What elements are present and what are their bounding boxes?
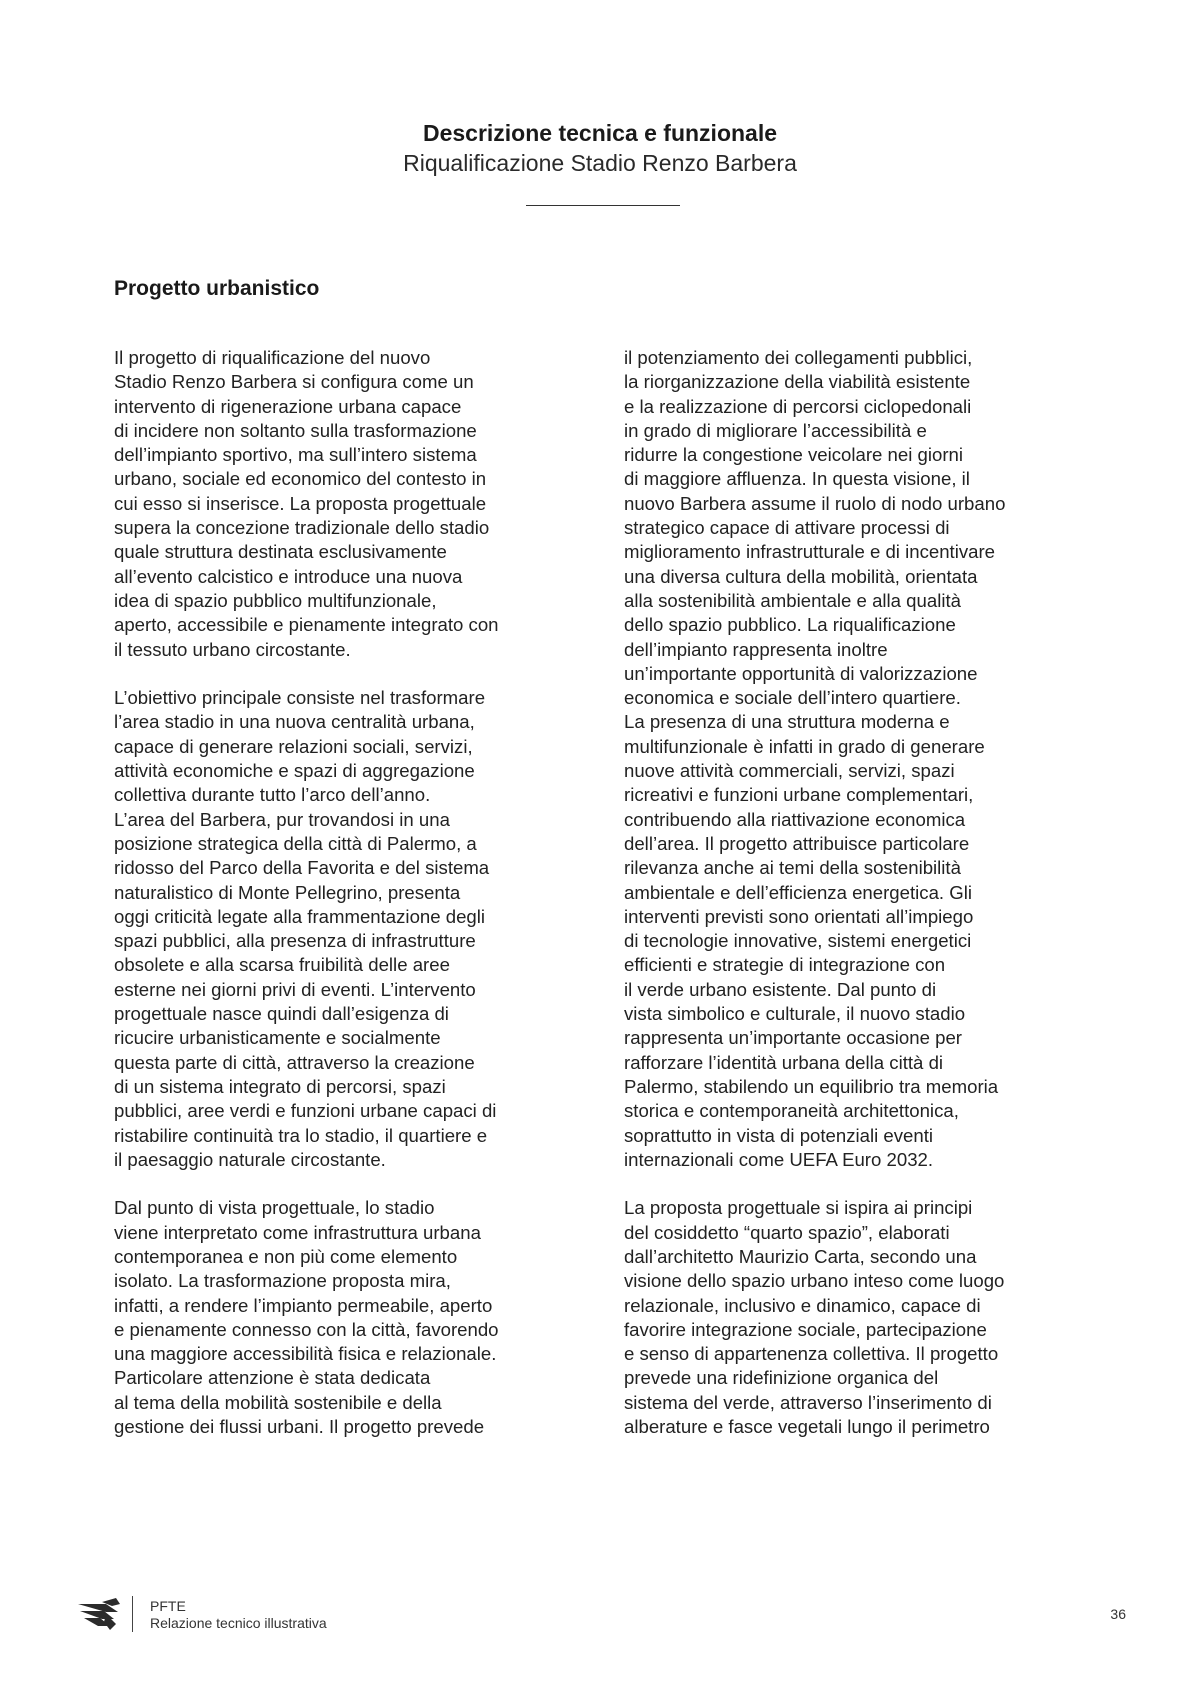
text-line: al tema della mobilità sostenibile e della xyxy=(114,1391,442,1413)
footer-doc-info xyxy=(150,1598,327,1632)
paragraph xyxy=(114,1196,594,1439)
header-divider xyxy=(526,205,680,206)
text-line: soprattutto in vista di potenziali eventi xyxy=(624,1124,934,1146)
section-heading: Progetto urbanistico xyxy=(114,277,320,300)
text-line: il tessuto urbano circostante. xyxy=(114,638,351,660)
text-line: Il progetto di riqualificazione del nuovo xyxy=(114,347,431,368)
text-line: all’evento calcistico e introduce una nuova xyxy=(114,565,463,587)
text-line: Palermo, stabilendo un equilibrio tra memoria xyxy=(624,1075,999,1097)
text-line: L’area del Barbera, pur trovandosi in una xyxy=(114,808,450,830)
text-line: La presenza di una struttura moderna e xyxy=(624,711,950,733)
text-line: esterne nei giorni privi di eventi. L’intervento xyxy=(114,978,476,1000)
text-line: di tecnologie innovative, sistemi energetici xyxy=(624,930,972,952)
text-line: favorire integrazione sociale, partecipazione xyxy=(624,1318,987,1340)
text-line: ridosso del Parco della Favorita e del sistema xyxy=(114,857,490,879)
text-line: miglioramento infrastrutturale e di incentivare xyxy=(624,541,996,563)
text-line: interventi previsti sono orientati all’impiego xyxy=(624,905,974,927)
text-line: infatti, a rendere l’impianto permeabile, aperto xyxy=(114,1294,493,1316)
text-line: contribuendo alla riattivazione economica xyxy=(624,808,966,830)
text-line: urbano, sociale ed economico del contesto in xyxy=(114,468,487,490)
text-line: viene interpretato come infrastruttura urbana xyxy=(114,1221,481,1243)
text-line: idea di spazio pubblico multifunzionale, xyxy=(114,589,437,611)
text-line: la riorganizzazione della viabilità esistente xyxy=(624,371,971,393)
text-line: rafforzare l’identità urbana della città di xyxy=(624,1051,944,1073)
footer-doc-code: PFTE xyxy=(150,1598,186,1614)
document-subtitle: Riqualificazione Stadio Renzo Barbera xyxy=(403,150,797,176)
eagle-logo-icon xyxy=(76,1594,120,1632)
text-line: in grado di migliorare l’accessibilità e xyxy=(624,419,927,441)
text-line: isolato. La trasformazione proposta mira, xyxy=(114,1270,451,1292)
text-line: il verde urbano esistente. Dal punto di xyxy=(624,978,937,1000)
text-line: relazionale, inclusivo e dinamico, capace di xyxy=(624,1294,981,1316)
text-line: contemporanea e non più come elemento xyxy=(114,1245,458,1267)
text-line: La proposta progettuale si ispira ai principi xyxy=(624,1197,973,1219)
text-line: alberature e fasce vegetali lungo il perimetro xyxy=(624,1416,990,1438)
text-line: pubblici, aree verdi e funzioni urbane capaci di xyxy=(114,1100,497,1122)
text-line: progettuale nasce quindi dall’esigenza di xyxy=(114,1003,449,1025)
text-line: ricucire urbanisticamente e socialmente xyxy=(114,1027,441,1049)
text-line: quale struttura destinata esclusivamente xyxy=(114,541,447,563)
text-line: Dal punto di vista progettuale, lo stadio xyxy=(114,1197,435,1219)
text-line: vista simbolico e culturale, il nuovo stadio xyxy=(624,1003,966,1025)
text-line: intervento di rigenerazione urbana capace xyxy=(114,395,462,417)
text-line: nuovo Barbera assume il ruolo di nodo urbano xyxy=(624,492,1006,514)
text-line: rilevanza anche ai temi della sostenibilità xyxy=(624,857,961,879)
paragraph-gap xyxy=(624,1172,1104,1196)
page-number: 36 xyxy=(1110,1606,1126,1622)
text-line: e la realizzazione di percorsi ciclopedonali xyxy=(624,395,972,417)
text-line: Particolare attenzione è stata dedicata xyxy=(114,1367,431,1389)
text-line: dello spazio pubblico. La riqualificazione xyxy=(624,614,956,636)
text-line: questa parte di città, attraverso la creazione xyxy=(114,1051,475,1073)
text-line: collettiva durante tutto l’arco dell’anno. xyxy=(114,784,431,806)
footer-doc-name: Relazione tecnico illustrativa xyxy=(150,1615,327,1631)
text-line: una maggiore accessibilità fisica e relazionale. xyxy=(114,1343,497,1365)
text-line: supera la concezione tradizionale dello stadio xyxy=(114,517,490,539)
text-line: multifunzionale è infatti in grado di generare xyxy=(624,735,985,757)
text-line: storica e contemporaneità architettonica, xyxy=(624,1100,959,1122)
paragraph xyxy=(114,686,594,1172)
text-line: posizione strategica della città di Palermo, a xyxy=(114,832,477,854)
document-header xyxy=(0,118,1200,178)
paragraph xyxy=(624,1196,1104,1439)
paragraph-gap xyxy=(114,662,594,686)
text-line: gestione dei flussi urbani. Il progetto prevede xyxy=(114,1416,485,1438)
text-line: alla sostenibilità ambientale e alla qualità xyxy=(624,589,961,611)
text-line: oggi criticità legate alla frammentazione degli xyxy=(114,905,486,927)
text-line: e senso di appartenenza collettiva. Il progetto xyxy=(624,1343,999,1365)
text-line: ricreativi e funzioni urbane complementari, xyxy=(624,784,974,806)
text-line: obsolete e alla scarsa fruibilità delle aree xyxy=(114,954,450,976)
text-line: aperto, accessibile e pienamente integrato con xyxy=(114,614,499,636)
text-line: capace di generare relazioni sociali, servizi, xyxy=(114,735,473,757)
text-line: economica e sociale dell’intero quartiere. xyxy=(624,687,961,709)
text-line: Stadio Renzo Barbera si configura come un xyxy=(114,371,474,393)
text-line: un’importante opportunità di valorizzazione xyxy=(624,662,978,684)
text-line: una diversa cultura della mobilità, orientata xyxy=(624,565,978,587)
text-line: naturalistico di Monte Pellegrino, presenta xyxy=(114,881,461,903)
text-line: del cosiddetto “quarto spazio”, elaborati xyxy=(624,1221,950,1243)
paragraph xyxy=(624,346,1104,1172)
text-line: dell’area. Il progetto attribuisce particolare xyxy=(624,832,970,854)
text-line: e pienamente connesso con la città, favorendo xyxy=(114,1318,499,1340)
text-line: dell’impianto sportivo, ma sull’intero sistema xyxy=(114,444,477,466)
text-line: nuove attività commerciali, servizi, spazi xyxy=(624,760,955,782)
footer-separator xyxy=(132,1596,133,1632)
left-text-column xyxy=(114,346,594,1439)
text-line: il potenziamento dei collegamenti pubblici, xyxy=(624,347,973,368)
text-line: internazionali come UEFA Euro 2032. xyxy=(624,1148,934,1170)
text-line: l’area stadio in una nuova centralità urbana, xyxy=(114,711,475,733)
text-line: dell’impianto rappresenta inoltre xyxy=(624,638,888,660)
text-line: sistema del verde, attraverso l’inserimento di xyxy=(624,1391,992,1413)
text-line: ridurre la congestione veicolare nei giorni xyxy=(624,444,964,466)
text-line: dall’architetto Maurizio Carta, secondo una xyxy=(624,1245,977,1267)
paragraph xyxy=(114,346,594,662)
text-line: spazi pubblici, alla presenza di infrastrutture xyxy=(114,930,476,952)
text-line: cui esso si inserisce. La proposta progettuale xyxy=(114,492,487,514)
text-line: di maggiore affluenza. In questa visione, il xyxy=(624,468,970,490)
text-line: di incidere non soltanto sulla trasformazione xyxy=(114,419,477,441)
text-line: ambientale e dell’efficienza energetica. Gli xyxy=(624,881,972,903)
document-title: Descrizione tecnica e funzionale xyxy=(422,120,778,146)
text-line: L’obiettivo principale consiste nel trasformare xyxy=(114,687,486,709)
text-line: di un sistema integrato di percorsi, spazi xyxy=(114,1075,446,1097)
text-line: il paesaggio naturale circostante. xyxy=(114,1148,386,1170)
right-text-column xyxy=(624,346,1104,1439)
paragraph-gap xyxy=(114,1172,594,1196)
text-line: rappresenta un’importante occasione per xyxy=(624,1027,962,1049)
text-line: prevede una ridefinizione organica del xyxy=(624,1367,939,1389)
text-line: attività economiche e spazi di aggregazione xyxy=(114,760,475,782)
text-line: efficienti e strategie di integrazione con xyxy=(624,954,946,976)
text-line: strategico capace di attivare processi di xyxy=(624,517,950,539)
text-line: ristabilire continuità tra lo stadio, il quartiere e xyxy=(114,1124,488,1146)
text-line: visione dello spazio urbano inteso come luogo xyxy=(624,1270,1005,1292)
